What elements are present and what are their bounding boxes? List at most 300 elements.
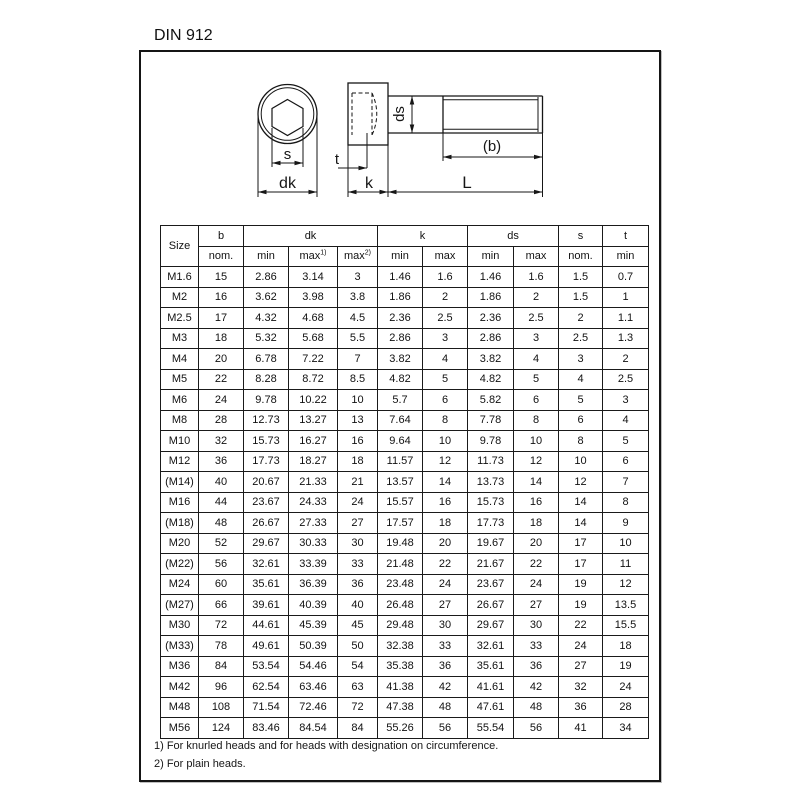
subheader-s-nom: nom. bbox=[559, 246, 603, 267]
cell: 83.46 bbox=[244, 718, 289, 739]
cell: M16 bbox=[161, 492, 199, 513]
cell: 1.86 bbox=[468, 287, 514, 308]
cell: 2.86 bbox=[244, 267, 289, 288]
cell: 4 bbox=[423, 349, 468, 370]
cell: 18 bbox=[514, 513, 559, 534]
col-header-t: t bbox=[603, 226, 649, 247]
cell: M30 bbox=[161, 615, 199, 636]
cell: 12 bbox=[559, 472, 603, 493]
cell: 8.5 bbox=[338, 369, 378, 390]
table-row bbox=[161, 369, 649, 390]
cell: 8.28 bbox=[244, 369, 289, 390]
shank-outline bbox=[388, 96, 443, 133]
cell: 24 bbox=[603, 677, 649, 698]
cell: 18 bbox=[603, 636, 649, 657]
cell: 19.48 bbox=[378, 533, 423, 554]
cell: 7.22 bbox=[289, 349, 338, 370]
cell: 48 bbox=[199, 513, 244, 534]
cell: 6 bbox=[559, 410, 603, 431]
cell: M8 bbox=[161, 410, 199, 431]
cell: 29.67 bbox=[244, 533, 289, 554]
cell: 17 bbox=[559, 554, 603, 575]
cell: M4 bbox=[161, 349, 199, 370]
cell: 27 bbox=[514, 595, 559, 616]
subheader-ds-max: max bbox=[514, 246, 559, 267]
table-row bbox=[161, 554, 649, 575]
cell: M42 bbox=[161, 677, 199, 698]
cell: 23.67 bbox=[244, 492, 289, 513]
cell: 24 bbox=[559, 636, 603, 657]
cell: 12 bbox=[423, 451, 468, 472]
cell: 21.67 bbox=[468, 554, 514, 575]
cell: 36 bbox=[423, 656, 468, 677]
cell: 13.73 bbox=[468, 472, 514, 493]
cell: 72 bbox=[199, 615, 244, 636]
cell: 40 bbox=[338, 595, 378, 616]
dim-label-dk: dk bbox=[279, 175, 296, 192]
cell: 3.98 bbox=[289, 287, 338, 308]
cell: 5.68 bbox=[289, 328, 338, 349]
table-row bbox=[161, 410, 649, 431]
cell: 15 bbox=[199, 267, 244, 288]
cell: 8 bbox=[514, 410, 559, 431]
cell: 11.57 bbox=[378, 451, 423, 472]
cell: 32.61 bbox=[468, 636, 514, 657]
cell: 14 bbox=[559, 492, 603, 513]
cell: 26.48 bbox=[378, 595, 423, 616]
dimension-table bbox=[160, 225, 649, 739]
cell: 7.78 bbox=[468, 410, 514, 431]
thread-core-lines bbox=[443, 97, 538, 132]
cell: 29.67 bbox=[468, 615, 514, 636]
cell: 44 bbox=[199, 492, 244, 513]
cell: 36 bbox=[559, 697, 603, 718]
cell: M5 bbox=[161, 369, 199, 390]
cell: 1.3 bbox=[603, 328, 649, 349]
cell: 27 bbox=[338, 513, 378, 534]
table-row bbox=[161, 636, 649, 657]
cell: 16 bbox=[514, 492, 559, 513]
cell: 13 bbox=[338, 410, 378, 431]
cell: 20 bbox=[423, 533, 468, 554]
cell: 3 bbox=[603, 390, 649, 411]
cell: 66 bbox=[199, 595, 244, 616]
cell: 21.48 bbox=[378, 554, 423, 575]
cell: 19 bbox=[559, 574, 603, 595]
cell: 17 bbox=[559, 533, 603, 554]
cell: 60 bbox=[199, 574, 244, 595]
cell: 19 bbox=[559, 595, 603, 616]
page-title: DIN 912 bbox=[154, 27, 213, 44]
table-row bbox=[161, 697, 649, 718]
col-header-dk: dk bbox=[244, 226, 378, 247]
cell: 50.39 bbox=[289, 636, 338, 657]
dim-label-k: k bbox=[365, 175, 373, 192]
cell: 5.82 bbox=[468, 390, 514, 411]
cell: 32.38 bbox=[378, 636, 423, 657]
cell: 54.46 bbox=[289, 656, 338, 677]
cell: 55.26 bbox=[378, 718, 423, 739]
cell: 3 bbox=[514, 328, 559, 349]
cell: 1.6 bbox=[514, 267, 559, 288]
header-sub-row bbox=[161, 246, 649, 267]
cell: 9.78 bbox=[244, 390, 289, 411]
table-row bbox=[161, 533, 649, 554]
cell: 27 bbox=[423, 595, 468, 616]
head-outer-circle bbox=[258, 85, 317, 144]
cell: 39.61 bbox=[244, 595, 289, 616]
cell: 56 bbox=[514, 718, 559, 739]
cell: 40.39 bbox=[289, 595, 338, 616]
cell: 8.72 bbox=[289, 369, 338, 390]
cell: 11 bbox=[603, 554, 649, 575]
cell: 7.64 bbox=[378, 410, 423, 431]
cell: 19.67 bbox=[468, 533, 514, 554]
cell: 16 bbox=[199, 287, 244, 308]
cell: 14 bbox=[423, 472, 468, 493]
cell: 2.86 bbox=[468, 328, 514, 349]
cell: 24 bbox=[338, 492, 378, 513]
cell: 44.61 bbox=[244, 615, 289, 636]
cell: 22 bbox=[423, 554, 468, 575]
content-frame bbox=[139, 50, 661, 782]
header-group-row bbox=[161, 226, 649, 247]
cell: 63.46 bbox=[289, 677, 338, 698]
cell: 17.57 bbox=[378, 513, 423, 534]
cell: 96 bbox=[199, 677, 244, 698]
cell: 20 bbox=[514, 533, 559, 554]
cell: M10 bbox=[161, 431, 199, 452]
cell: 52 bbox=[199, 533, 244, 554]
cell: 5 bbox=[559, 390, 603, 411]
col-header-k: k bbox=[378, 226, 468, 247]
cell: 4 bbox=[514, 349, 559, 370]
cell: 7 bbox=[603, 472, 649, 493]
cell: 6 bbox=[514, 390, 559, 411]
col-header-s: s bbox=[559, 226, 603, 247]
cell: 23.67 bbox=[468, 574, 514, 595]
cell: 18 bbox=[338, 451, 378, 472]
cell: 2.5 bbox=[603, 369, 649, 390]
cell: 63 bbox=[338, 677, 378, 698]
cell: 108 bbox=[199, 697, 244, 718]
cell: 5 bbox=[423, 369, 468, 390]
cell: 72 bbox=[338, 697, 378, 718]
cell: M36 bbox=[161, 656, 199, 677]
dim-label-b: (b) bbox=[482, 138, 502, 155]
cell: 21 bbox=[338, 472, 378, 493]
cell: 20 bbox=[199, 349, 244, 370]
col-header-ds: ds bbox=[468, 226, 559, 247]
dim-label-ds: ds bbox=[391, 106, 408, 122]
cell: 54 bbox=[338, 656, 378, 677]
cell: 24.33 bbox=[289, 492, 338, 513]
cell: 12.73 bbox=[244, 410, 289, 431]
cell: 33 bbox=[338, 554, 378, 575]
cell: 26.67 bbox=[244, 513, 289, 534]
cell: 53.54 bbox=[244, 656, 289, 677]
cell: 14 bbox=[514, 472, 559, 493]
cell: M48 bbox=[161, 697, 199, 718]
thread-outline bbox=[443, 96, 543, 133]
cell: 124 bbox=[199, 718, 244, 739]
cell: 17 bbox=[199, 308, 244, 329]
table-row bbox=[161, 451, 649, 472]
cell: 9.64 bbox=[378, 431, 423, 452]
cell: 2 bbox=[559, 308, 603, 329]
cell: 22 bbox=[199, 369, 244, 390]
cell: 6.78 bbox=[244, 349, 289, 370]
cell: 5.32 bbox=[244, 328, 289, 349]
cell: 84 bbox=[338, 718, 378, 739]
cell: M20 bbox=[161, 533, 199, 554]
cell: 45 bbox=[338, 615, 378, 636]
cell: 3.62 bbox=[244, 287, 289, 308]
cell: 9 bbox=[603, 513, 649, 534]
cell: 10 bbox=[559, 451, 603, 472]
cell: 42 bbox=[423, 677, 468, 698]
subheader-dk-max2: $\max^{2)}$ bbox=[338, 246, 378, 267]
cell: 35.38 bbox=[378, 656, 423, 677]
cell: 1.86 bbox=[378, 287, 423, 308]
cell: 2.86 bbox=[378, 328, 423, 349]
cell: 0.7 bbox=[603, 267, 649, 288]
cell: 1.46 bbox=[468, 267, 514, 288]
table-row bbox=[161, 431, 649, 452]
cell: 2.5 bbox=[514, 308, 559, 329]
projection-lines bbox=[258, 114, 317, 197]
footnotes bbox=[154, 737, 498, 773]
cell: 28 bbox=[199, 410, 244, 431]
cell: 1 bbox=[603, 287, 649, 308]
cell: 32.61 bbox=[244, 554, 289, 575]
cell: M12 bbox=[161, 451, 199, 472]
cell: 2 bbox=[423, 287, 468, 308]
cell: 13.27 bbox=[289, 410, 338, 431]
col-header-b: b bbox=[199, 226, 244, 247]
cell: 4.82 bbox=[468, 369, 514, 390]
cell: 30 bbox=[423, 615, 468, 636]
cell: 10 bbox=[514, 431, 559, 452]
table-row bbox=[161, 574, 649, 595]
screw-head-outline bbox=[348, 83, 388, 145]
col-header-size: Size bbox=[161, 226, 199, 267]
cell: 23.48 bbox=[378, 574, 423, 595]
cell: 11.73 bbox=[468, 451, 514, 472]
cell: M56 bbox=[161, 718, 199, 739]
cell: 4.82 bbox=[378, 369, 423, 390]
cell: 22 bbox=[514, 554, 559, 575]
cell: 1.46 bbox=[378, 267, 423, 288]
cell: 13.57 bbox=[378, 472, 423, 493]
cell: 20.67 bbox=[244, 472, 289, 493]
cell: 45.39 bbox=[289, 615, 338, 636]
cell: 17.73 bbox=[244, 451, 289, 472]
cell: 1.5 bbox=[559, 287, 603, 308]
cell: 55.54 bbox=[468, 718, 514, 739]
cell: M6 bbox=[161, 390, 199, 411]
cell: 30 bbox=[338, 533, 378, 554]
cell: 18 bbox=[199, 328, 244, 349]
cell: 18 bbox=[423, 513, 468, 534]
cell: (M27) bbox=[161, 595, 199, 616]
cell: 5 bbox=[514, 369, 559, 390]
cell: 62.54 bbox=[244, 677, 289, 698]
cell: 36 bbox=[338, 574, 378, 595]
table-row bbox=[161, 513, 649, 534]
cell: 42 bbox=[514, 677, 559, 698]
cell: 4.32 bbox=[244, 308, 289, 329]
table-row bbox=[161, 472, 649, 493]
cell: 2.5 bbox=[423, 308, 468, 329]
subheader-k-min: min bbox=[378, 246, 423, 267]
subheader-dk-min: min bbox=[244, 246, 289, 267]
cell: 8 bbox=[423, 410, 468, 431]
cell: 15.57 bbox=[378, 492, 423, 513]
cell: 24 bbox=[423, 574, 468, 595]
cell: 56 bbox=[199, 554, 244, 575]
cell: 41.61 bbox=[468, 677, 514, 698]
cell: 16.27 bbox=[289, 431, 338, 452]
table-row bbox=[161, 328, 649, 349]
cell: 17.73 bbox=[468, 513, 514, 534]
cell: 3.82 bbox=[378, 349, 423, 370]
cell: 10 bbox=[603, 533, 649, 554]
cell: 84.54 bbox=[289, 718, 338, 739]
cell: 24 bbox=[514, 574, 559, 595]
cell: 6 bbox=[603, 451, 649, 472]
cell: 5.7 bbox=[378, 390, 423, 411]
cell: 3 bbox=[338, 267, 378, 288]
subheader-b-nom: nom. bbox=[199, 246, 244, 267]
cell: 2 bbox=[514, 287, 559, 308]
footnote-ref-2: 2) bbox=[364, 249, 372, 257]
cell: 26.67 bbox=[468, 595, 514, 616]
cell: 8 bbox=[603, 492, 649, 513]
cell: 4.68 bbox=[289, 308, 338, 329]
cell: 19 bbox=[603, 656, 649, 677]
cell: M1.6 bbox=[161, 267, 199, 288]
socket-hidden-lines bbox=[352, 93, 377, 135]
cell: M2.5 bbox=[161, 308, 199, 329]
cell: 24 bbox=[199, 390, 244, 411]
cell: 15.73 bbox=[468, 492, 514, 513]
cell: 4 bbox=[559, 369, 603, 390]
cell: 30.33 bbox=[289, 533, 338, 554]
cell: 27.33 bbox=[289, 513, 338, 534]
table-row bbox=[161, 349, 649, 370]
cell: (M14) bbox=[161, 472, 199, 493]
cell: 41.38 bbox=[378, 677, 423, 698]
cell: (M18) bbox=[161, 513, 199, 534]
cell: 48 bbox=[423, 697, 468, 718]
cell: (M33) bbox=[161, 636, 199, 657]
cell: 28 bbox=[603, 697, 649, 718]
table-row bbox=[161, 718, 649, 739]
table-row bbox=[161, 615, 649, 636]
subheader-dk-max1: $\max^{1)}$ bbox=[289, 246, 338, 267]
cell: 15.5 bbox=[603, 615, 649, 636]
cell: 4 bbox=[603, 410, 649, 431]
cell: 14 bbox=[559, 513, 603, 534]
cell: 2 bbox=[603, 349, 649, 370]
cell: 4.5 bbox=[338, 308, 378, 329]
subheader-t-min: min bbox=[603, 246, 649, 267]
cell: (M22) bbox=[161, 554, 199, 575]
cell: 10.22 bbox=[289, 390, 338, 411]
cell: 5.5 bbox=[338, 328, 378, 349]
subheader-ds-min: min bbox=[468, 246, 514, 267]
cell: 16 bbox=[423, 492, 468, 513]
cell: 78 bbox=[199, 636, 244, 657]
hex-socket-outline bbox=[272, 100, 303, 136]
head-chamfer-circle bbox=[261, 88, 314, 141]
cell: 12 bbox=[603, 574, 649, 595]
cell: 2.36 bbox=[468, 308, 514, 329]
cell: 30 bbox=[514, 615, 559, 636]
cell: 32 bbox=[199, 431, 244, 452]
cell: 1.6 bbox=[423, 267, 468, 288]
cell: 34 bbox=[603, 718, 649, 739]
cell: 21.33 bbox=[289, 472, 338, 493]
cell: 35.61 bbox=[244, 574, 289, 595]
cell: 71.54 bbox=[244, 697, 289, 718]
cell: 12 bbox=[514, 451, 559, 472]
cell: 1.5 bbox=[559, 267, 603, 288]
cell: 56 bbox=[423, 718, 468, 739]
cell: 36 bbox=[199, 451, 244, 472]
cell: 50 bbox=[338, 636, 378, 657]
cell: 36 bbox=[514, 656, 559, 677]
table-row bbox=[161, 492, 649, 513]
cell: 84 bbox=[199, 656, 244, 677]
cell: 7 bbox=[338, 349, 378, 370]
dim-label-s: s bbox=[283, 146, 292, 163]
cell: 2.36 bbox=[378, 308, 423, 329]
dim-label-L: L bbox=[462, 173, 472, 192]
cell: 3.8 bbox=[338, 287, 378, 308]
table-header bbox=[161, 226, 649, 267]
table-row bbox=[161, 656, 649, 677]
table-body bbox=[161, 267, 649, 739]
cell: 13.5 bbox=[603, 595, 649, 616]
cell: 49.61 bbox=[244, 636, 289, 657]
footnote-1: 1) For knurled heads and for heads with designation on circumference. bbox=[154, 740, 499, 752]
table-row bbox=[161, 267, 649, 288]
cell: 27 bbox=[559, 656, 603, 677]
cell: 9.78 bbox=[468, 431, 514, 452]
cell: 1.1 bbox=[603, 308, 649, 329]
cell: 5 bbox=[603, 431, 649, 452]
cell: 47.61 bbox=[468, 697, 514, 718]
cell: 33.39 bbox=[289, 554, 338, 575]
extension-lines bbox=[348, 133, 543, 197]
table-row bbox=[161, 595, 649, 616]
cell: M24 bbox=[161, 574, 199, 595]
cell: 3.14 bbox=[289, 267, 338, 288]
cell: 3 bbox=[559, 349, 603, 370]
cell: 47.38 bbox=[378, 697, 423, 718]
cell: 18.27 bbox=[289, 451, 338, 472]
cell: 2.5 bbox=[559, 328, 603, 349]
cell: 29.48 bbox=[378, 615, 423, 636]
cell: 33 bbox=[514, 636, 559, 657]
cell: 36.39 bbox=[289, 574, 338, 595]
cell: 48 bbox=[514, 697, 559, 718]
cell: 10 bbox=[423, 431, 468, 452]
table-row bbox=[161, 287, 649, 308]
screw-side-view bbox=[338, 83, 543, 197]
